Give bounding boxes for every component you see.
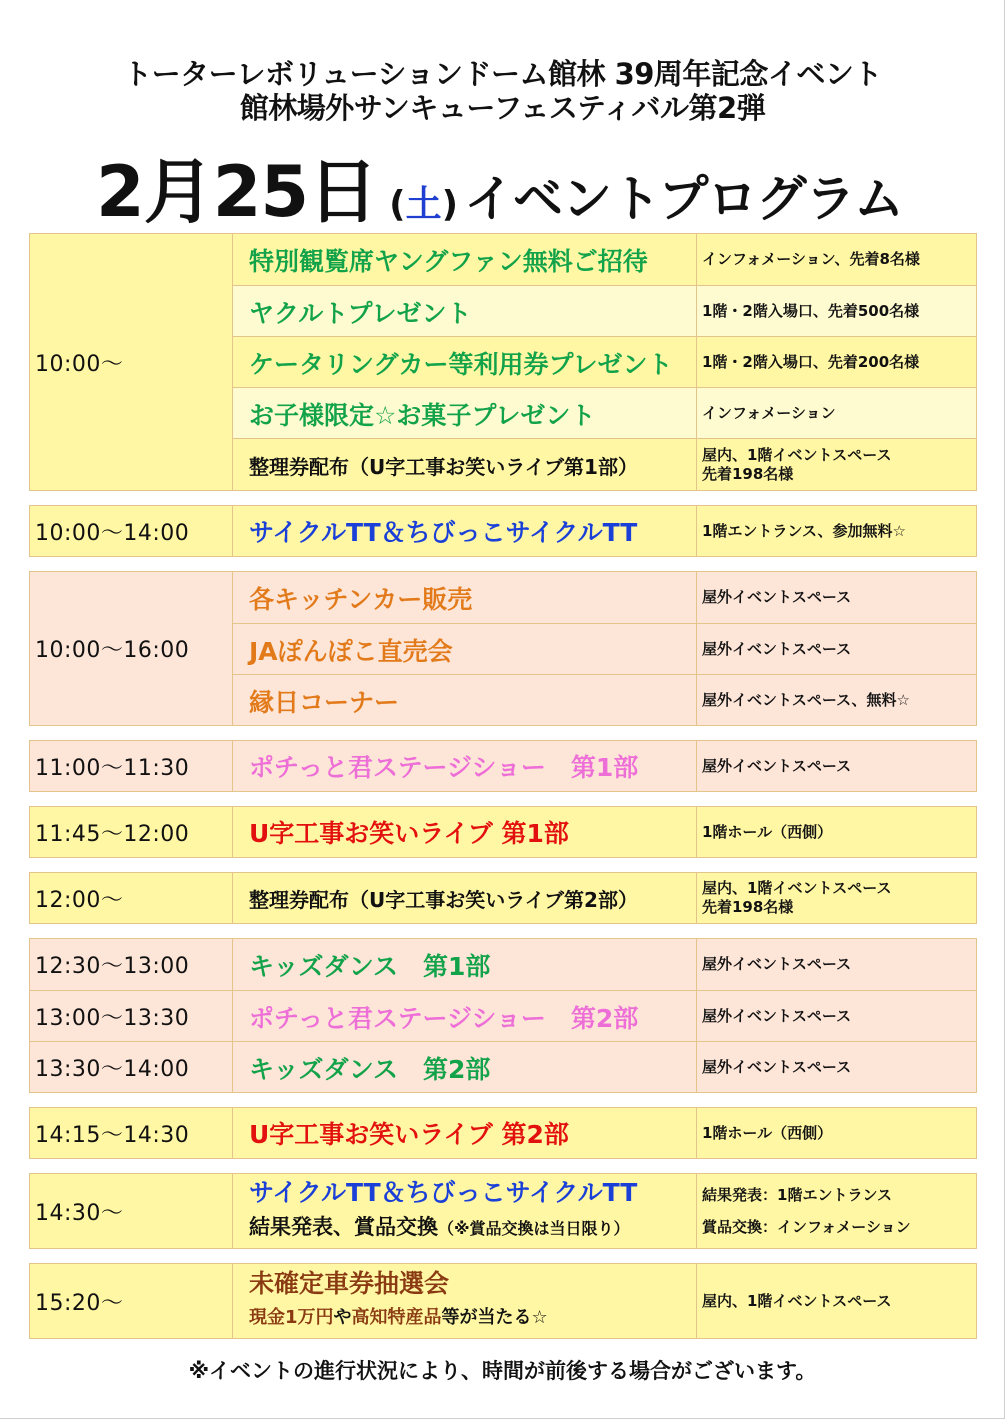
table-row	[233, 674, 976, 726]
table-row	[30, 1041, 976, 1093]
table-row	[233, 387, 976, 439]
event-location: 屋外イベントスペース	[702, 1007, 852, 1025]
event-name: サイクルTT＆ちびっこサイクルTT	[233, 506, 697, 556]
event-name: サイクルTT＆ちびっこサイクルTT 結果発表、賞品交換（※賞品交換は当日限り）	[233, 1174, 697, 1248]
table-row	[30, 990, 976, 1042]
time-cell: 14:15～14:30	[30, 1108, 233, 1158]
footer-note: ※イベントの進行状況により、時間が前後する場合がございます。	[188, 1359, 817, 1383]
time-cell: 10:00～16:00	[30, 572, 233, 725]
title-weekday: (土)	[389, 184, 459, 225]
time-cell: 14:30～	[30, 1174, 233, 1248]
time-cell: 12:00～	[30, 873, 233, 923]
schedule-group-1000	[29, 233, 977, 491]
schedule-group-1145-1200	[29, 806, 977, 858]
table-row	[233, 572, 976, 623]
table-row	[233, 1108, 976, 1158]
event-name: 各キッチンカー販売	[233, 572, 697, 623]
event-name: ポチっと君ステージショー 第1部	[233, 741, 697, 791]
event-location: 屋外イベントスペース	[702, 640, 852, 658]
event-location: 屋内、1階イベントスペース	[702, 1291, 892, 1310]
time-cell: 10:00～	[30, 234, 233, 490]
event-name: U字工事お笑いライブ 第2部	[233, 1108, 697, 1158]
event-location: 1階ホール（西側）	[702, 1123, 833, 1142]
event-name: 縁日コーナー	[233, 675, 697, 726]
event-location: 屋内、1階イベントスペース 先着198名様	[702, 879, 892, 916]
table-row	[233, 285, 976, 337]
schedule-group-1000-1600	[29, 571, 977, 726]
event-name: ケータリングカー等利用券プレゼント	[233, 337, 697, 388]
event-location: 1階・2階入場口、先着200名様	[702, 353, 920, 371]
event-location: インフォメーション	[697, 388, 976, 439]
time-cell: 13:00～13:30	[30, 991, 233, 1042]
schedule-group-1000-1400	[29, 505, 977, 557]
event-location: 屋外イベントスペース	[702, 955, 852, 973]
title-program: イベントプログラム	[464, 170, 904, 228]
event-location: 屋外イベントスペース	[702, 756, 852, 775]
time-cell: 12:30～13:00	[30, 939, 233, 990]
table-row	[233, 1174, 976, 1248]
event-name: キッズダンス 第2部	[233, 1042, 697, 1093]
title-date: 2月25日	[96, 151, 378, 233]
event-name: 特別観覧席ヤングファン無料ご招待	[233, 234, 697, 285]
event-location: 屋内、1階イベントスペース 先着198名様	[702, 446, 892, 483]
schedule-group-1200	[29, 872, 977, 924]
event-name: ポチっと君ステージショー 第2部	[233, 991, 697, 1042]
table-row	[233, 623, 976, 675]
event-location: 1階エントランス、参加無料☆	[702, 521, 906, 540]
table-row	[233, 506, 976, 556]
event-name: お子様限定☆お菓子プレゼント	[233, 388, 697, 439]
table-row	[233, 873, 976, 923]
time-cell: 11:45～12:00	[30, 807, 233, 857]
time-cell: 10:00～14:00	[30, 506, 233, 556]
event-name: 整理券配布（U字工事お笑いライブ第2部）	[233, 873, 697, 923]
event-name: キッズダンス 第1部	[233, 939, 697, 990]
table-row	[233, 1264, 976, 1338]
table-row	[233, 438, 976, 491]
table-row	[233, 807, 976, 857]
event-location: 屋外イベントスペース、無料☆	[702, 691, 910, 709]
schedule-group-1100-1130	[29, 740, 977, 792]
table-row	[233, 234, 976, 285]
event-location: 1階ホール（西側）	[702, 822, 833, 841]
event-name: 未確定車券抽選会 現金1万円や高知特産品等が当たる☆	[233, 1264, 697, 1338]
event-name: ヤクルトプレゼント	[233, 286, 697, 337]
schedule-group-1430	[29, 1173, 977, 1249]
schedule-group-1415-1430	[29, 1107, 977, 1159]
table-row	[233, 336, 976, 388]
event-name: JAぽんぽこ直売会	[233, 624, 697, 675]
event-name: 整理券配布（U字工事お笑いライブ第1部）	[233, 439, 697, 491]
time-cell: 13:30～14:00	[30, 1042, 233, 1093]
event-location: 屋外イベントスペース	[702, 588, 852, 606]
schedule-group-1230-1400	[29, 938, 977, 1093]
event-location: 1階・2階入場口、先着500名様	[697, 286, 976, 337]
time-cell: 15:20～	[30, 1264, 233, 1338]
header-line1: トーターレボリューションドーム館林 39周年記念イベント	[123, 57, 882, 91]
schedule-group-1520	[29, 1263, 977, 1339]
table-row	[233, 741, 976, 791]
time-cell: 11:00～11:30	[30, 741, 233, 791]
table-row	[30, 939, 976, 990]
event-location: インフォメーション、先着8名様	[702, 250, 920, 268]
event-location: 結果発表：1階エントランス 賞品交換：インフォメーション	[702, 1186, 911, 1236]
header-line2: 館林場外サンキューフェスティバル第2弾	[239, 91, 766, 125]
page-title	[96, 136, 904, 233]
event-name: U字工事お笑いライブ 第1部	[233, 807, 697, 857]
event-location: 屋外イベントスペース	[702, 1058, 852, 1076]
